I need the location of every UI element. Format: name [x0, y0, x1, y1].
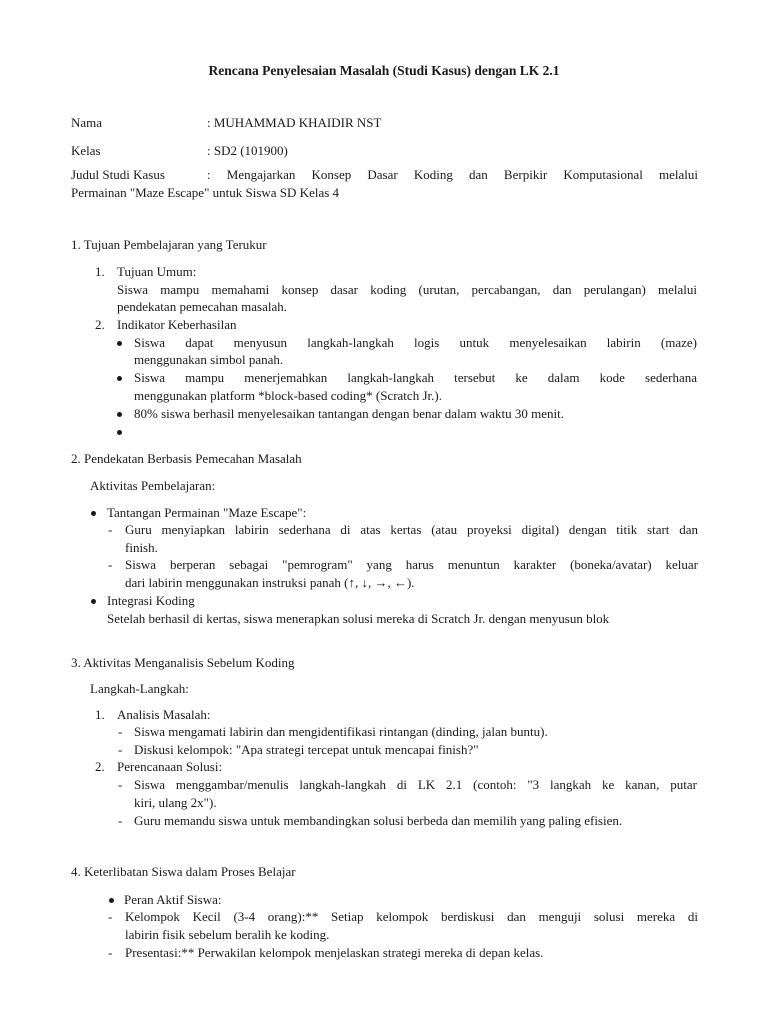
dash-marker: - [118, 742, 123, 757]
section3-item2-number: 2. [95, 759, 105, 774]
judul-label: Judul Studi Kasus [71, 167, 165, 182]
bullet-icon [117, 376, 122, 381]
section1-item1-text-line1: Siswa mampu memahami konsep dasar koding (urutan, percabangan, dan perulangan) melalui [117, 282, 697, 297]
judul-value-line1: : Mengajarkan Konsep Dasar Koding dan Berpikir Komputasional melalui [207, 167, 698, 182]
section2-dash2-line2: dari labirin menggunakan instruksi panah (↑, ↓, →, ←). [125, 575, 415, 590]
section1-bullet2-line1: Siswa mampu menerjemahkan langkah-langkah tersebut ke dalam kode sederhana [134, 370, 697, 385]
section1-heading: 1. Tujuan Pembelajaran yang Terukur [71, 237, 267, 252]
section2-bullet2: Integrasi Koding [107, 593, 195, 608]
section3-dash2: Diskusi kelompok: "Apa strategi tercepat untuk mencapai finish?" [134, 742, 479, 757]
section1-item1-text-line2: pendekatan pemecahan masalah. [117, 299, 287, 314]
section2-dash1-line2: finish. [125, 540, 158, 555]
section4-bullet1: Peran Aktif Siswa: [124, 892, 222, 907]
section3-dash3-line2: kiri, ulang 2x"). [134, 795, 217, 810]
section1-item1-title: Tujuan Umum: [117, 264, 197, 279]
nama-value: : MUHAMMAD KHAIDIR NST [207, 115, 382, 130]
section1-bullet1-line1: Siswa dapat menyusun langkah-langkah logis untuk menyelesaikan labirin (maze) [134, 335, 697, 350]
bullet-icon [91, 511, 96, 516]
section2-dash2-line1: Siswa berperan sebagai "pemrogram" yang harus menuntun karakter (boneka/avatar) keluar [125, 557, 698, 572]
section3-item1-title: Analisis Masalah: [117, 707, 211, 722]
section3-dash1: Siswa mengamati labirin dan mengidentifikasi rintangan (dinding, jalan buntu). [134, 724, 548, 739]
section2-subheading: Aktivitas Pembelajaran: [90, 478, 216, 493]
section2-heading: 2. Pendekatan Berbasis Pemecahan Masalah [71, 451, 302, 466]
section4-dash2: Presentasi:** Perwakilan kelompok menjelaskan strategi mereka di depan kelas. [125, 945, 544, 960]
section2-bullet1: Tantangan Permainan "Maze Escape": [107, 505, 307, 520]
section3-dash4: Guru memandu siswa untuk membandingkan solusi berbeda dan memilih yang paling efisien. [134, 813, 623, 828]
bullet-icon [117, 412, 122, 417]
dash-marker: - [118, 813, 123, 828]
section1-bullet2-line2: menggunakan platform *block-based coding* (Scratch Jr.). [134, 388, 442, 403]
dash-marker: - [118, 777, 123, 792]
kelas-value: : SD2 (101900) [207, 143, 288, 158]
section4-dash1-line1: Kelompok Kecil (3-4 orang):** Setiap kelompok berdiskusi dan menguji solusi mereka di [125, 909, 698, 924]
dash-marker: - [108, 945, 113, 960]
section2-dash1-line1: Guru menyiapkan labirin sederhana di atas kertas (atau proyeksi digital) dengan titik start dan [125, 522, 698, 537]
section1-item2-number: 2. [95, 317, 105, 332]
dash-marker: - [108, 557, 113, 572]
dash-marker: - [108, 522, 113, 537]
section1-item1-number: 1. [95, 264, 105, 279]
section3-dash3-line1: Siswa menggambar/menulis langkah-langkah di LK 2.1 (contoh: "3 langkah ke kanan, putar [134, 777, 697, 792]
section3-subheading: Langkah-Langkah: [90, 681, 189, 696]
bullet-icon [117, 430, 122, 435]
section4-heading: 4. Keterlibatan Siswa dalam Proses Belajar [71, 864, 296, 879]
document-title: Rencana Penyelesaian Masalah (Studi Kasus) dengan LK 2.1 [208, 63, 560, 78]
dash-marker: - [108, 909, 113, 924]
bullet-icon [109, 898, 114, 903]
kelas-label: Kelas [71, 143, 101, 158]
section4-dash1-line2: labirin fisik sebelum beralih ke koding. [125, 927, 330, 942]
dash-marker: - [118, 724, 123, 739]
section3-item1-number: 1. [95, 707, 105, 722]
bullet-icon [91, 599, 96, 604]
section1-bullet1-line2: menggunakan simbol panah. [134, 352, 284, 367]
section2-bullet2-text: Setelah berhasil di kertas, siswa menerapkan solusi mereka di Scratch Jr. dengan menyusun blok [107, 611, 610, 626]
section3-heading: 3. Aktivitas Menganalisis Sebelum Koding [71, 655, 295, 670]
section1-bullet3: 80% siswa berhasil menyelesaikan tantangan dengan benar dalam waktu 30 menit. [134, 406, 564, 421]
bullet-icon [117, 341, 122, 346]
judul-value-line2: Permainan "Maze Escape" untuk Siswa SD Kelas 4 [71, 185, 340, 200]
section3-item2-title: Perencanaan Solusi: [117, 759, 223, 774]
section1-item2-title: Indikator Keberhasilan [117, 317, 237, 332]
nama-label: Nama [71, 115, 103, 130]
